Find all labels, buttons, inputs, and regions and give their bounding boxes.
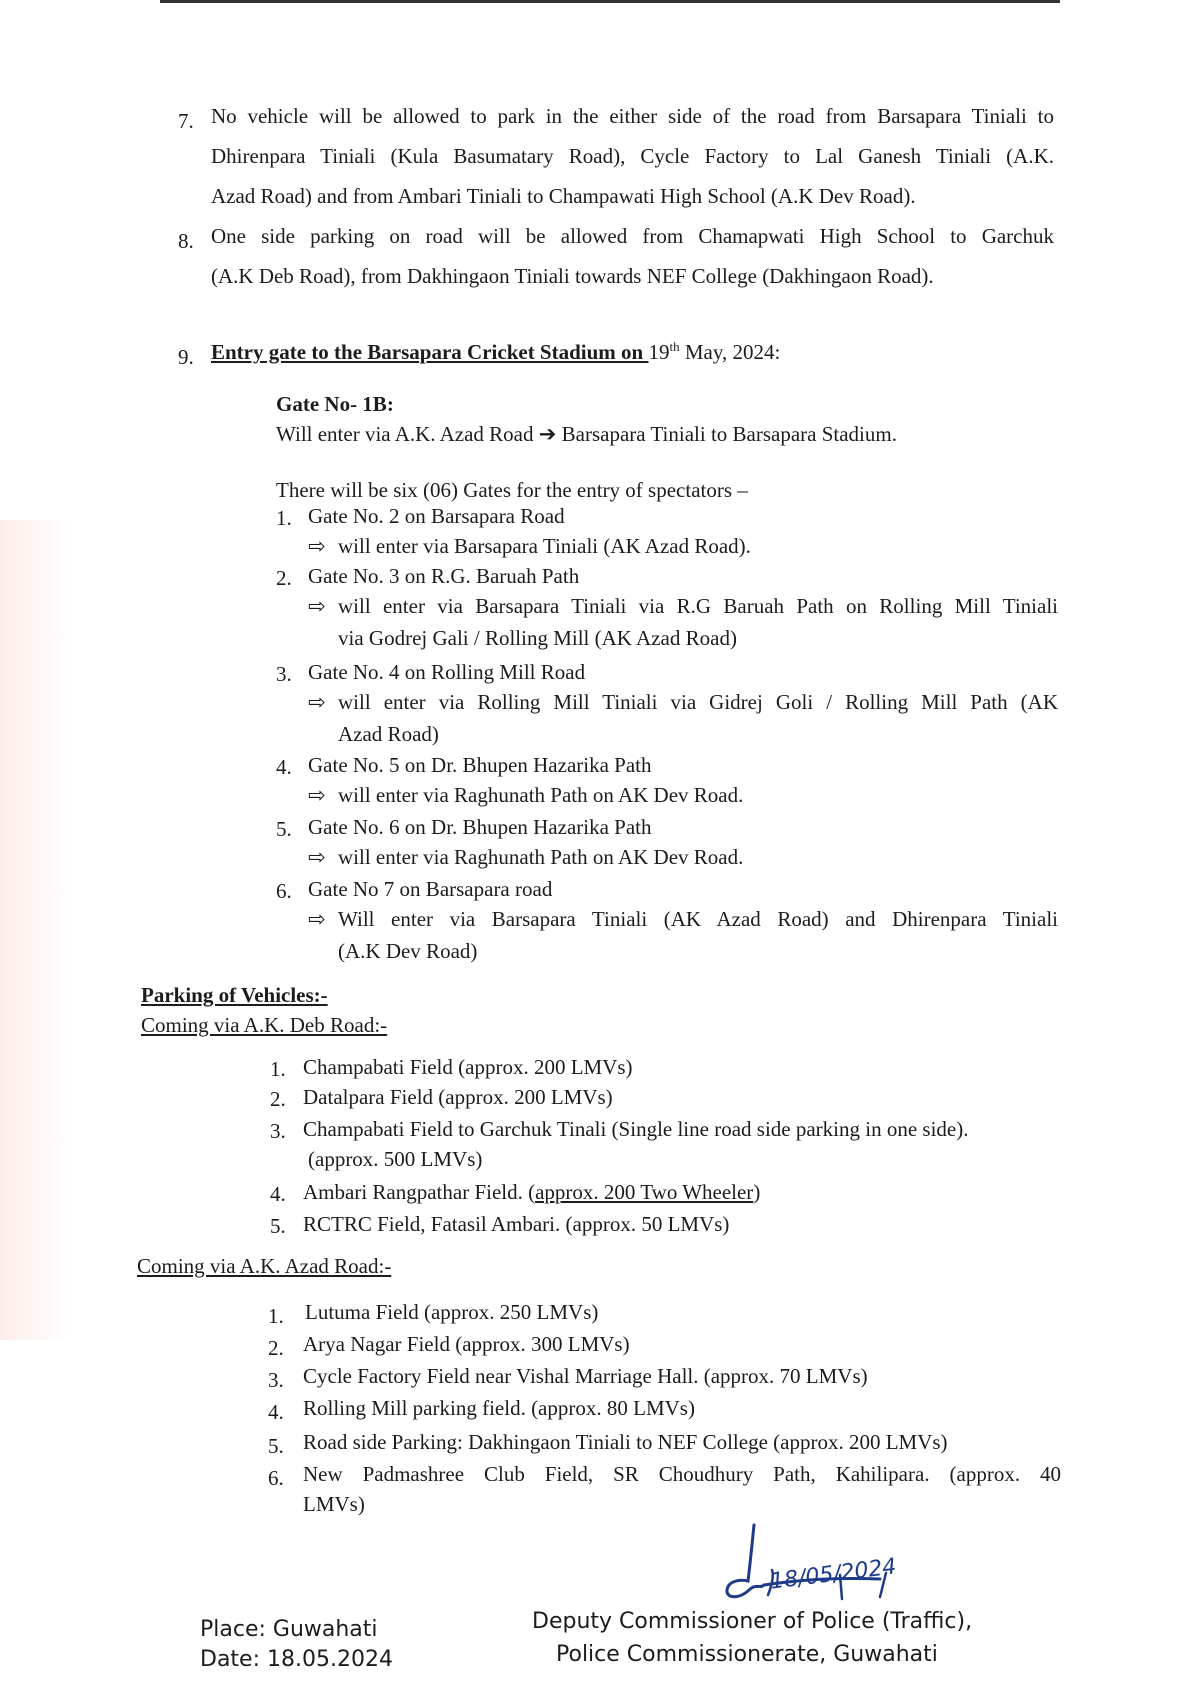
gate-1b-title: Gate No- 1B: bbox=[276, 392, 394, 416]
gate-number: 3. bbox=[276, 662, 292, 686]
hollow-arrow-icon: ⇨ bbox=[308, 783, 326, 807]
gate-route-line-1: will enter via Raghunath Path on AK Dev Road. bbox=[338, 783, 744, 807]
parking-title: Parking of Vehicles:- bbox=[141, 983, 328, 1007]
parking-item-text-2: (approx. 500 LMVs) bbox=[308, 1147, 483, 1171]
gate-number: 6. bbox=[276, 879, 292, 903]
top-border-line bbox=[160, 0, 1060, 3]
parking-item-text: Champabati Field to Garchuk Tinali (Single line road side parking in one side). bbox=[303, 1117, 969, 1141]
item-9-day: 19 bbox=[648, 340, 670, 364]
parking-item-number: 2. bbox=[268, 1336, 284, 1360]
gate-title: Gate No. 3 on R.G. Baruah Path bbox=[308, 564, 580, 588]
gate-route-line-2: via Godrej Gali / Rolling Mill (AK Azad Road) bbox=[338, 626, 737, 650]
gate-route-line-1: will enter via Rolling Mill Tiniali via Gidrej Goli / Rolling Mill Path (AK bbox=[338, 690, 1058, 714]
item-7-number: 7. bbox=[178, 109, 194, 133]
item-7-line-3: Azad Road) and from Ambari Tiniali to Champawati High School (A.K Dev Road). bbox=[211, 184, 916, 208]
parking-item-text: Champabati Field (approx. 200 LMVs) bbox=[303, 1055, 633, 1079]
parking-item-text: New Padmashree Club Field, SR Choudhury Path, Kahilipara. (approx. 40 bbox=[303, 1462, 1061, 1486]
gate-route-line-1: will enter via Barsapara Tiniali via R.G Baruah Path on Rolling Mill Tiniali bbox=[338, 594, 1058, 618]
parking-item-text: RCTRC Field, Fatasil Ambari. (approx. 50 LMVs) bbox=[303, 1212, 730, 1236]
gate-number: 1. bbox=[276, 506, 292, 530]
gate-1b-route-end: Barsapara Tiniali to Barsapara Stadium. bbox=[561, 422, 897, 446]
item-9-month-year: May, 2024: bbox=[679, 340, 781, 364]
gates-intro: There will be six (06) Gates for the entry of spectators – bbox=[276, 478, 748, 502]
gate-1b-route-start: Will enter via A.K. Azad Road bbox=[276, 422, 534, 446]
gate-number: 5. bbox=[276, 817, 292, 841]
place-label: Place: Guwahati bbox=[200, 1617, 378, 1642]
parking-item-number: 4. bbox=[268, 1400, 284, 1424]
right-arrow-icon: ➔ bbox=[538, 422, 557, 446]
parking-item-text-underlined: approx. 200 Two Wheeler bbox=[535, 1180, 754, 1204]
parking-item-text: Rolling Mill parking field. (approx. 80 LMVs) bbox=[303, 1396, 695, 1420]
gate-route bbox=[308, 688, 1058, 716]
gate-title: Gate No. 4 on Rolling Mill Road bbox=[308, 660, 586, 684]
parking-item-number: 1. bbox=[270, 1057, 286, 1081]
item-7-line-1: No vehicle will be allowed to park in the either side of the road from Barsapara Tiniali to bbox=[211, 104, 1054, 128]
hollow-arrow-icon: ⇨ bbox=[308, 907, 326, 931]
parking-item-number: 3. bbox=[268, 1368, 284, 1392]
officer-designation: Deputy Commissioner of Police (Traffic), bbox=[532, 1609, 973, 1634]
gate-route-line-1: Will enter via Barsapara Tiniali (AK Azad Road) and Dhirenpara Tiniali bbox=[338, 907, 1058, 931]
gate-number: 4. bbox=[276, 755, 292, 779]
gate-route-line-2: (A.K Dev Road) bbox=[338, 939, 478, 963]
parking-item-text-2: LMVs) bbox=[303, 1492, 365, 1516]
date-label: Date: 18.05.2024 bbox=[200, 1647, 393, 1672]
parking-item-number: 5. bbox=[268, 1434, 284, 1458]
parking-item-text: Cycle Factory Field near Vishal Marriage Hall. (approx. 70 LMVs) bbox=[303, 1364, 868, 1388]
parking-item-number: 1. bbox=[268, 1304, 284, 1328]
parking-item-text: Lutuma Field (approx. 250 LMVs) bbox=[305, 1300, 599, 1324]
parking-item-text-start: Ambari Rangpathar Field. ( bbox=[303, 1180, 536, 1204]
item-8-number: 8. bbox=[178, 229, 194, 253]
hollow-arrow-icon: ⇨ bbox=[308, 845, 326, 869]
item-9-heading-text: Entry gate to the Barsapara Cricket Stadium on bbox=[211, 340, 649, 364]
item-8-line-1: One side parking on road will be allowed from Chamapwati High School to Garchuk bbox=[211, 224, 1054, 248]
gate-route bbox=[308, 532, 751, 560]
gate-title: Gate No 7 on Barsapara road bbox=[308, 877, 553, 901]
hollow-arrow-icon: ⇨ bbox=[308, 534, 326, 558]
item-9-day-suffix: th bbox=[669, 339, 680, 354]
scan-edge-tint bbox=[0, 520, 70, 1340]
gate-route bbox=[308, 843, 743, 871]
item-9-heading bbox=[211, 338, 780, 366]
hollow-arrow-icon: ⇨ bbox=[308, 690, 326, 714]
parking-item-text-end: ) bbox=[753, 1180, 761, 1204]
gate-1b-route bbox=[276, 420, 897, 448]
parking-item-text: Arya Nagar Field (approx. 300 LMVs) bbox=[303, 1332, 630, 1356]
deb-road-title: Coming via A.K. Deb Road:- bbox=[141, 1013, 388, 1037]
gate-route bbox=[308, 905, 1058, 933]
parking-item-number: 6. bbox=[268, 1466, 284, 1490]
parking-item-text: Road side Parking: Dakhingaon Tiniali to NEF College (approx. 200 LMVs) bbox=[303, 1430, 948, 1454]
item-7-line-2: Dhirenpara Tiniali (Kula Basumatary Road), Cycle Factory to Lal Ganesh Tiniali (A.K. bbox=[211, 144, 1054, 168]
officer-office: Police Commissionerate, Guwahati bbox=[556, 1642, 938, 1667]
gate-route bbox=[308, 781, 743, 809]
gate-title: Gate No. 6 on Dr. Bhupen Hazarika Path bbox=[308, 815, 652, 839]
azad-road-title: Coming via A.K. Azad Road:- bbox=[137, 1254, 392, 1278]
gate-number: 2. bbox=[276, 566, 292, 590]
gate-route-line-1: will enter via Raghunath Path on AK Dev Road. bbox=[338, 845, 744, 869]
gate-route bbox=[308, 592, 1058, 620]
item-8-line-2: (A.K Deb Road), from Dakhingaon Tiniali towards NEF College (Dakhingaon Road). bbox=[211, 264, 934, 288]
gate-route-line-1: will enter via Barsapara Tiniali (AK Azad Road). bbox=[338, 534, 751, 558]
gate-title: Gate No. 5 on Dr. Bhupen Hazarika Path bbox=[308, 753, 652, 777]
parking-item-text bbox=[303, 1178, 760, 1206]
signature-date: 18/05/2024 bbox=[768, 1554, 898, 1595]
parking-item-number: 2. bbox=[270, 1087, 286, 1111]
hollow-arrow-icon: ⇨ bbox=[308, 594, 326, 618]
gate-route-line-2: Azad Road) bbox=[338, 722, 439, 746]
parking-item-text: Datalpara Field (approx. 200 LMVs) bbox=[303, 1085, 613, 1109]
parking-item-number: 5. bbox=[270, 1214, 286, 1238]
gate-title: Gate No. 2 on Barsapara Road bbox=[308, 504, 565, 528]
parking-item-number: 4. bbox=[270, 1182, 286, 1206]
item-9-number: 9. bbox=[178, 345, 194, 369]
parking-item-number: 3. bbox=[270, 1119, 286, 1143]
